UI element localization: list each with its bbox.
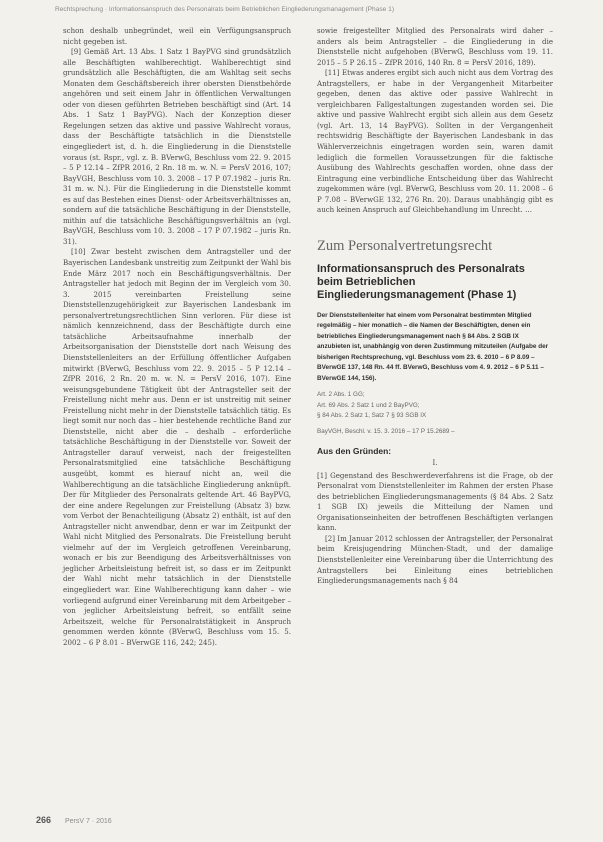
right-column bbox=[317, 26, 553, 587]
left-column bbox=[63, 26, 291, 648]
roman-numeral: I. bbox=[432, 459, 438, 468]
right-paragraph: [11] Etwas anderes ergibt sich auch nicht aus dem Vortrag des Antragstellers, er habe in der Vergangenheit Mitarbeiter gegeben, denen das aktive oder passive Wahlrecht in vergleichbaren Fallgestaltungen zugestanden worden sei. Die aktive und passive Wahlrecht ergibt sich allein aus dem Gesetz (vgl. Art. 13, 14 BayPVG). Sollten in der Vergangenheit rechtswidrig Beschäftigte der Bayerischen Landesbank in das Wählerverzeichnis eingetragen worden sein, waren damit lediglich die formellen Voraussetzungen für die faktische Ausübung des Wahlrechts geschaffen worden, ohne dass der Eintragung eine verbindliche Entscheidung über das Wahlrecht zugekommen wäre (vgl. BVerwG, Beschluss vom 20. 11. 2008 – 6 P 7.08 – BVerwGE 132, 276 Rn. 20). Daraus unabhängig gibt es auch keinen Anspruch auf Gleichbehandlung im Unrecht. … bbox=[317, 68, 553, 215]
lead-paragraph: Der Dienststellenleiter hat einem vom Personalrat bestimmten Mitglied regelmäßig – hier monatlich – die Namen der Beschäftigten, denen ein betriebliches Eingliederungsmanagement nach § 84 Abs. 2 SGB IX anzubieten ist, unabhängig von deren Zustimmung mitzuteilen (Aufgabe der bisherigen Rechtsprechung, vgl. Beschluss vom 23. 6. 2010 – 6 P 8.09 – BVerwGE 137, 148 Rn. 44 ff. BVerwG, Beschluss vom 4. 9. 2012 – 6 P 5.11 – BVerwGE 144, 156). bbox=[317, 311, 549, 382]
norms-list bbox=[317, 390, 553, 421]
left-paragraph: schon deshalb unbegründet, weil ein Verfügungsanspruch nicht gegeben ist. bbox=[63, 26, 291, 46]
right-paragraph: sowie freigestellter Mitglied des Personalrats wird daher – anders als beim Antragsteller – die Eingliederung in die Dienststelle nicht aufgehoben (BVerwG, Beschluss vom 19. 11. 2015 – 5 P 26.15 – ZfPR 2016, 140 Rn. 8 = PersV 2016, 189). bbox=[317, 26, 553, 67]
reasons-paragraph: [1] Gegenstand des Beschwerdeverfahrens ist die Frage, ob der Personalrat vom Dienststellenleiter im Rahmen der ersten Phase des betrieblichen Eingliederungsmanagements (§ 84 Abs. 2 Satz 1 SGB IX) jeweils die Mitteilung der Namen und Organisationseinheiten der betroffenen Beschäftigten verlangen kann. bbox=[317, 470, 553, 533]
norm-item: § 84 Abs. 2 Satz 1, Satz 7 § 93 SGB IX bbox=[317, 411, 427, 419]
norm-item: Art. 69 Abs. 2 Satz 1 und 2 BayPVG; bbox=[317, 401, 420, 409]
page-number: 266 bbox=[36, 815, 52, 825]
page-footer bbox=[36, 815, 112, 825]
running-head: Rechtsprechung · Informationsanspruch des Personalrats beim Betrieblichen Eingliederungsmanagement (Phase 1) bbox=[55, 6, 395, 13]
article-title: Informationsanspruch des Personalrats beim Betrieblichen Eingliederungsmanagement (Phase 1) bbox=[317, 262, 525, 301]
reasons-heading: Aus den Gründen: bbox=[317, 445, 392, 456]
court-citation: BayVGH, Beschl. v. 15. 3. 2016 – 17 P 15.2689 – bbox=[317, 427, 455, 435]
norm-item: Art. 2 Abs. 1 GG; bbox=[317, 391, 365, 399]
journal-issue: PersV 7 · 2016 bbox=[64, 818, 112, 825]
left-paragraph: [10] Zwar besteht zwischen dem Antragsteller und der Bayerischen Landesbank unstreitig zum Zeitpunkt der Wahl bis Ende März 2017 noch ein Beschäftigungsverhältnis. Der Antragsteller hat jedoch mit Beginn der im Vergleich vom 30. 3. 2015 vereinbarten Freistellung seine Dienststellenzugehörigkeit zur Bayerischen Landesbank im personalvertretungsrechtlichen Sinn verloren. Für diese ist nämlich kennzeichnend, dass der Beschäftigte durch eine tatsächliche Arbeitsaufnahme innerhalb der Arbeitsorganisation der Dienststelle dort nach Weisung des Dienststellenleiters an der Erfüllung öffentlicher Aufgaben mitwirkt (BVerwG, Beschluss vom 22. 9. 2015 – 5 P 12.14 – ZfPR 2016, 2 Rn. 20 m. w. N. = PersV 2016, 107). Eine weisungsgebundene Tätigkeit übt der Antragsteller seit der Freistellung nicht mehr aus. Denn er ist unstreitig mit seiner Freistellung nicht mehr in der Dienststelle tatsächlich tätig. Es liegt somit nur noch das – hier bestehende rechtliche Band zur Dienststelle, nicht aber die – deshalb – erforderliche tatsächliche Beschäftigung in der Dienststelle vor. Soweit der Antragsteller darauf verweist, nach der freigestellten Personalratsmitglied eine tatsächliche Beschäftigung ausgeübt, kommt es hierauf nicht an, weil die Wahlberechtigung an die tatsächliche Eingliederung anknüpft. Der für Mitglieder des Personalrats geltende Art. 46 BayPVG, der eine andere Regelungen zur Freistellung (Absatz 3) bzw. vom Verbot der Benachteiligung (Absatz 2) enthält, ist auf den Antragsteller nicht anwendbar, denn er war im Zeitpunkt der Wahl nicht Mitglied des Personalrats. Die Freistellung beruht vielmehr auf der im Vergleich getroffenen Vereinbarung, wonach er bis zur Beendigung des Arbeitsverhältnisses von jeglicher Arbeitsleistung befreit ist, so dass er im Zeitpunkt der Wahl nicht mehr tatsächlich in der Dienststelle eingegliedert war. Eine Wahlberechtigung kann daher – wie vorliegend aufgrund einer Vereinbarung mit dem Arbeitgeber – von jeglicher Arbeitsleistung befreit, so entfällt seine Arbeitszeit, welche für Personalratstätigkeit in Anspruch genommen werden könnte (BVerwG, Beschluss vom 15. 5. 2002 – 6 P 8.01 – BVerwGE 116, 242; 245). bbox=[63, 247, 291, 647]
reasons-paragraph: [2] Im Januar 2012 schlossen der Antragsteller, der Personalrat beim Kreisjugendring München-Stadt, und der damalige Dienststellenleiter eine Vereinbarung über die Unterrichtung des Antragstellers bei Einleitung eines betrieblichen Eingliederungsmanagements nach § 84 bbox=[317, 533, 553, 586]
left-paragraph: [9] Gemäß Art. 13 Abs. 1 Satz 1 BayPVG sind grundsätzlich alle Beschäftigten wahlberechtigt. Wahlberechtigt sind grundsätzlich alle Beschäftigten, die am Wahltag seit sechs Monaten dem Geschäftsbereich ihrer obersten Dienstbehörde angehören und seit einem Jahr in öffentlichen Verwaltungen oder von diesen geführten Betrieben beschäftigt sind (Art. 14 Abs. 1 Satz 1 BayPVG). Nach der Konzeption dieser Regelungen setzen das aktive und passive Wahlrecht voraus, dass der Beschäftigte tatsächlich in die Dienststelle eingegliedert ist, d. h. die Eingliederung in die Dienststelle voraus (st. Rspr., vgl. z. B. BVerwG, Beschluss vom 22. 9. 2015 – 5 P 12.14 – ZfPR 2016, 2 Rn. 18 m. w. N. = PersV 2016, 107; BayVGH, Beschluss vom 10. 3. 2008 – 17 P 07.1982 – juris Rn. 31 m. w. N.). Für die Eingliederung in die Dienststelle kommt es auf das Bestehen eines Dienst- oder Arbeitsverhältnisses an, sondern auf die tatsächliche Beschäftigung in der Dienststelle, mithin auf die tatsächliche Beschäftigungsverhältnis an (vgl. BayVGH, Beschluss vom 10. 3. 2008 – 17 P 07.1982 – juris Rn. 31). bbox=[63, 47, 291, 246]
section-title: Zum Personalvertretungsrecht bbox=[317, 237, 493, 254]
